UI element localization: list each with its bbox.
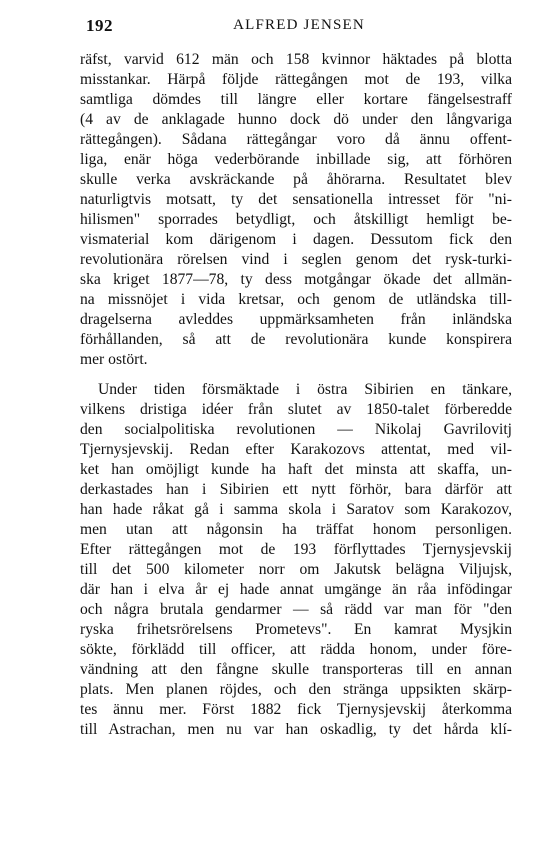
paragraph-1: [80, 50, 512, 370]
text-line: dragelserna avleddes uppmärksamheten från inländska: [80, 311, 512, 328]
text-line: vändning att den fångne skulle transporteras till en annan: [80, 661, 512, 678]
text-line: sökte, förklädd till officer, att rädda honom, under före-: [80, 641, 512, 658]
text-line: vismaterial kom därigenom i dagen. Dessutom fick den: [80, 231, 512, 248]
text-line: till det 500 kilometer norr om Jakutsk belägna Viljujsk,: [80, 561, 512, 578]
text-line: hilismen" sporrades betydligt, och åtskilligt hemligt be-: [80, 211, 512, 228]
text-line: mer ostört.: [80, 351, 148, 368]
text-line: misstankar. Härpå följde rättegången mot de 193, vilka: [80, 71, 512, 88]
text-line: skulle verka avskräckande på åhörarna. Resultatet blev: [80, 171, 512, 188]
page-header: [86, 16, 512, 38]
text-line: och några brutala gendarmer — så rädd var man för "den: [80, 601, 512, 618]
text-line: revolutionära rörelsen vind i seglen genom det rysk-turki-: [80, 251, 512, 268]
text-line: den socialpolitiska revolutionen — Nikolaj Gavrilovitj: [80, 421, 512, 438]
body-text: [80, 50, 512, 740]
text-line: liga, enär höga vederbörande inbillade sig, att förhören: [80, 151, 512, 168]
text-line: men utan att någonsin ha träffat honom personligen.: [80, 521, 512, 538]
text-line: vilkens dristiga idéer från slutet av 1850-talet förberedde: [80, 401, 512, 418]
text-line: där han i elva år ej hade annat umgänge än råa infödingar: [80, 581, 512, 598]
paragraph-gap: [80, 370, 512, 380]
text-line: rättegången). Sådana rättegångar voro då ännu offent-: [80, 131, 512, 148]
text-line: ska kriget 1877—78, ty dess motgångar ökade det allmän-: [80, 271, 512, 288]
text-line: räfst, varvid 612 män och 158 kvinnor häktades på blotta: [80, 51, 512, 68]
paragraph-2: [80, 380, 512, 740]
running-title: ALFRED JENSEN: [233, 17, 365, 33]
text-line: ryska frihetsrörelsens Prometevs". En kamrat Mysjkin: [80, 621, 512, 638]
page-number: 192: [86, 16, 113, 35]
text-line: ket han omöjligt kunde ha haft det minsta att skaffa, un-: [80, 461, 512, 478]
text-line: derkastades han i Sibirien ett nytt förhör, bara därför att: [80, 481, 512, 498]
text-line: Under tiden försmäktade i östra Sibirien en tänkare,: [98, 381, 512, 398]
text-line: na missnöjet i vida kretsar, och genom de utländska till-: [80, 291, 512, 308]
text-line: förhållanden, så att de revolutionära kunde konspirera: [80, 331, 512, 348]
text-line: (4 av de anklagade hunno dock dö under den långvariga: [80, 111, 512, 128]
text-line: naturligtvis motsatt, ty det sensationella intresset för "ni-: [80, 191, 512, 208]
text-line: han hade råkat gå i samma skola i Saratov som Karakozov,: [80, 501, 512, 518]
text-line: plats. Men planen röjdes, och den stränga uppsikten skärp-: [80, 681, 512, 698]
text-line: till Astrachan, men nu var han oskadlig, ty det hårda klí-: [80, 721, 512, 738]
text-line: tes ännu mer. Först 1882 fick Tjernysjevskij återkomma: [80, 701, 512, 718]
text-line: Efter rättegången mot de 193 förflyttades Tjernysjevskij: [80, 541, 512, 558]
text-line: samtliga dömdes till längre eller kortare fängelsestraff: [80, 91, 512, 108]
text-line: Tjernysjevskij. Redan efter Karakozovs attentat, med vil-: [80, 441, 512, 458]
